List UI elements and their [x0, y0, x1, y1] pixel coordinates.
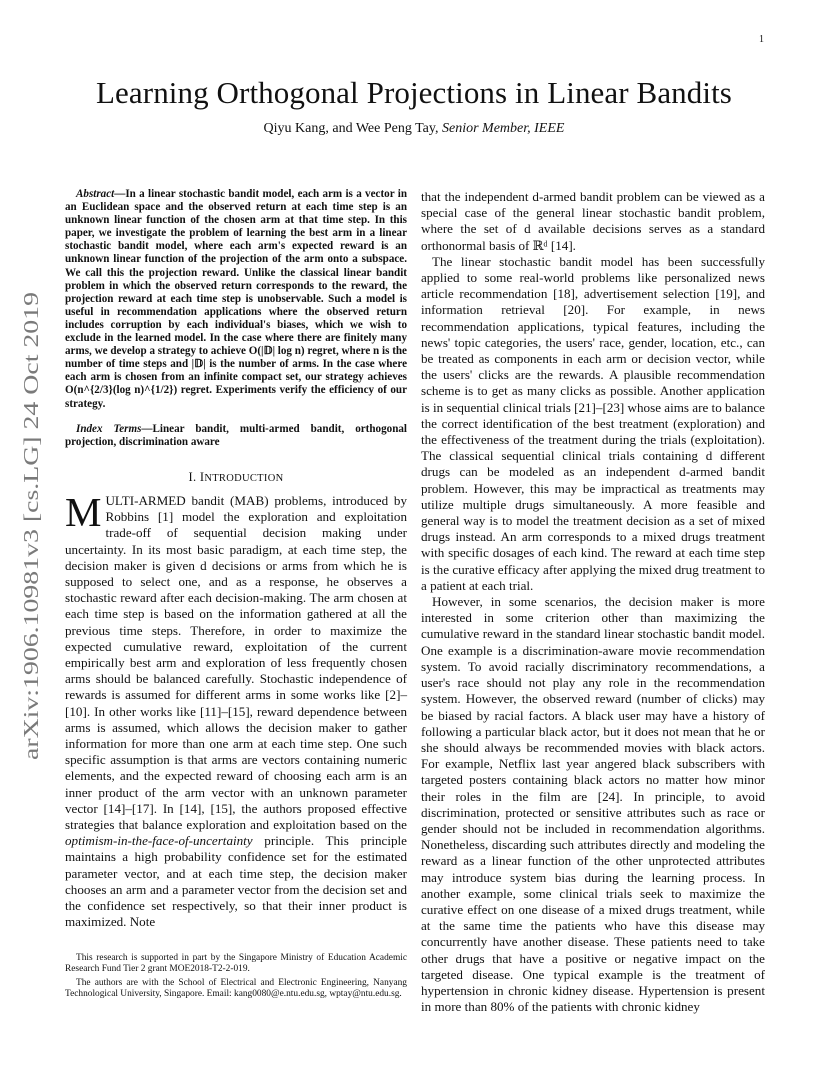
- index-terms-lead: Index Terms: [76, 422, 142, 435]
- author-names: Qiyu Kang, and Wee Peng Tay,: [263, 121, 439, 136]
- right-continuation: that the independent d-armed bandit problem can be viewed as a special case of the general linear stochastic bandit problem, where the set of d available decisions serves as a standard orthonormal basis of ℝᵈ [14].: [421, 189, 765, 253]
- intro-text: Robbins [1] model the exploration and exploitation trade-off of sequential decision making under uncertainty. In its most basic paradigm, at each time step, the decision maker is given d decisions or arms from which he is supposed to select one, and as a response, he observes a stochastic reward after each decision-making. The arm chosen at each time step is based on the information gathered at all the previous time steps. Therefore, in order to maximize the expected cumulative reward, exploitation of the current empirically best arm and exploration of less frequently chosen arms should be balanced carefully. Stochastic independence of rewards is assumed for different arms in some works like [2]–[10]. In other works like [11]–[15], reward dependence between arms is assumed, which allows the decision maker to gather information for more than one arm at each time step. One such specific assumption is that arms are vectors containing numeric elements, and the expected reward of choosing each arm is an inner product of the arm vector with an unknown parameter vector [14]–[17]. In [14], [15], the authors proposed effective strategies that balance exploration and exploitation based on the: [65, 509, 407, 833]
- abstract-text: —In a linear stochastic bandit model, each arm is a vector in an Euclidean space and the observed return at each time step is an unknown linear function of the chosen arm at that time step. In this paper, we investigate the problem of learning the best arm in a linear stochastic bandit model, where each arm's expected reward is an unknown linear function of the projection of the arm onto a subspace. We call this the projection reward. Unlike the classical linear bandit problem in which the observed return corresponds to the reward, the projection reward at each time step is unobservable. Such a model is useful in recommendation applications where the observed return includes corruption by each individual's biases, which we wish to exclude in the learned model. In the case where there are finitely many arms, we develop a strategy to achieve O(|𝔻| log n) regret, where n is the number of time steps and |𝔻| is the number of arms. In the case where each arm is chosen from an infinite compact set, our strategy achieves O(n^{2/3}(log n)^{1/2}) regret. Experiments verify the efficiency of our strategy.: [65, 188, 407, 410]
- footnote-funding: This research is supported in part by the Singapore Ministry of Education Academic Research Fund Tier 2 grant MOE2018-T2-2-019.: [65, 953, 407, 974]
- arxiv-stamp: [7, 290, 51, 760]
- drop-cap: M: [65, 488, 102, 535]
- intro-italic-phrase: optimism-in-the-face-of-uncertainty: [65, 833, 253, 849]
- page-number: 1: [759, 34, 764, 45]
- intro-first-words: ULTI-ARMED bandit (MAB) problems, introduced by: [105, 492, 407, 508]
- abstract: [65, 188, 407, 411]
- intro-text-end: principle. This principle maintains a high probability confidence set for the estimated parameter vector, and at each time step, the decision maker chooses an arm and a parameter vector from the decision set and the confidence set respectively, so that their inner product is maximized. Note: [65, 833, 407, 930]
- right-paragraph-scenarios: However, in some scenarios, the decision maker is more interested in some criterion other than maximizing the cumulative reward in the standard linear stochastic bandit model. One example is a discrimination-aware movie recommendation system. To avoid racially discriminatory recommendations, a user's race should not play any role in the recommendation system. However, the observed reward (number of clicks) may be biased by racial factors. A black user may have a history of following a particular black actor, but it does not mean that he or she should always be recommended movies with black actors. For example, Netflix last year angered black subscribers with targeted posters containing black actors no matter how minor their roles in the film are [24]. In principle, to avoid discrimination, protected or sensitive attributes such as race or gender should not be included in recommendation algorithms. Nonetheless, discarding such attributes directly and modeling the reward as a linear function of the other unprotected attributes may introduce system bias during the learning process. In another example, some clinical trials seek to maximize the curative effect on one disease of a mixed drugs treatment, while at the same time the patients who have this disease may concurrently have another disease. These patients need to take other drugs that have a positive or negative impact on the targeted disease. One typical example is the treatment of hypertension in chronic kidney disease. Hypertension is present in more than 80% of the patients with chronic kidney: [421, 594, 765, 1015]
- left-column: [65, 188, 407, 930]
- arxiv-stamp-text: arXiv:1906.10981v3 [cs.LG] 24 Oct 2019: [19, 406, 43, 760]
- section-first-letter: I: [199, 469, 205, 484]
- index-terms: [65, 423, 407, 449]
- footnote-affiliation: The authors are with the School of Electrical and Electronic Engineering, Nanyang Technological University, Singapore. Email: kang0080@e.ntu.edu.sg, wptay@ntu.edu.sg.: [65, 978, 407, 999]
- right-paragraph-applications: The linear stochastic bandit model has been successfully applied to some real-world problems like personalized news article recommendation [18], advertisement selection [19], and information retrieval [20]. For example, in news recommendation applications, typical features, including the news' topic categories, the users' race, gender, location, etc., can be treated as components in each arm or decision vector, while the users' clicks are the rewards. A plausible recommendation scheme is to get as many clicks as possible. Another application is in sequential clinical trials [21]–[23] whose aims are to balance the correct identification of the best treatment (exploration) and the effectiveness of the treatment during the trials (exploitation). The classical sequential clinical trials containing d different drugs can be modeled as an independent d-armed bandit problem. However, this may be impractical as treatments may utilize multiple drugs simultaneously. A more feasible and general way is to model the treatment decision as a set of mixed drugs instead. An arm corresponds to a mixed drugs treatment with specific dosages of each kind. The reward at each time step is the curative efficacy after applying the mixed drug treatment to a patient at each trial.: [421, 253, 765, 593]
- intro-paragraph: [65, 488, 407, 930]
- section-title-rest: NTRODUCTION: [204, 472, 284, 484]
- paper-title: Learning Orthogonal Projections in Linear Bandits: [96, 75, 732, 110]
- index-terms-text: —Linear bandit, multi-armed bandit, orthogonal projection, discrimination aware: [65, 422, 407, 448]
- author-membership: Senior Member, IEEE: [441, 121, 565, 136]
- right-column: [421, 189, 765, 1015]
- footnotes: [65, 953, 407, 1003]
- abstract-lead: Abstract: [76, 188, 115, 200]
- section-heading: [65, 469, 407, 487]
- section-number: I.: [188, 469, 197, 484]
- author-line: [0, 121, 828, 137]
